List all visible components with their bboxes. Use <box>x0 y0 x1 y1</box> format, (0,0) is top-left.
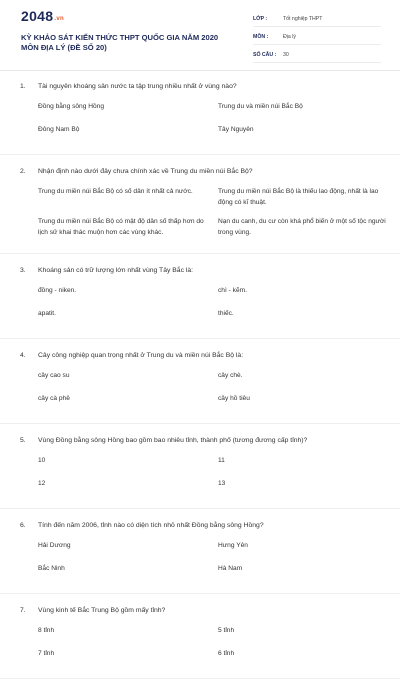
meta-row-count <box>253 47 381 63</box>
logo-suffix: .vn <box>54 16 64 22</box>
answer-option[interactable]: cây cà phê <box>38 395 70 402</box>
question-number: 7. <box>20 607 26 614</box>
question-item <box>0 339 400 424</box>
question-number: 1. <box>20 83 26 90</box>
answer-option[interactable]: cây cao su <box>38 372 70 379</box>
question-number: 4. <box>20 352 26 359</box>
question-item <box>0 594 400 679</box>
question-number: 3. <box>20 267 26 274</box>
answer-option[interactable]: Bắc Ninh <box>38 565 65 572</box>
answer-option[interactable]: Hưng Yên <box>218 542 248 549</box>
answer-options <box>20 187 386 247</box>
answer-options <box>20 371 380 417</box>
question-item <box>0 155 400 254</box>
question-text: Cây công nghiệp quan trọng nhất ở Trung du và miền núi Bắc Bộ là: <box>38 352 244 359</box>
answer-option[interactable]: 10 <box>38 457 46 464</box>
meta-value: Địa lý <box>283 33 296 40</box>
meta-label: LỚP : <box>253 15 268 22</box>
page-header <box>0 0 400 71</box>
answer-option[interactable]: thiếc. <box>218 310 234 317</box>
question-item <box>0 254 400 339</box>
question-item <box>0 70 400 155</box>
question-list <box>0 70 400 679</box>
answer-option[interactable]: 8 tỉnh <box>38 627 55 634</box>
meta-label: MÔN : <box>253 33 269 40</box>
answer-options <box>20 286 380 332</box>
answer-option[interactable]: Tây Nguyên <box>218 126 254 133</box>
exam-title-line-1: KỲ KHẢO SÁT KIẾN THỨC THPT QUỐC GIA NĂM 2020 <box>21 33 219 42</box>
meta-value: 30 <box>283 51 289 58</box>
question-text: Tính đến năm 2006, tỉnh nào có diện tích nhỏ nhất Đồng bằng sông Hồng? <box>38 522 264 529</box>
question-number: 5. <box>20 437 26 444</box>
meta-row-subject <box>253 29 381 45</box>
answer-option[interactable]: Trung du miền núi Bắc Bộ là thiếu lao động, nhất là lao động có kĩ thuật. <box>218 188 379 206</box>
question-item <box>0 424 400 509</box>
answer-option[interactable]: đồng - niken. <box>38 287 77 294</box>
answer-option[interactable]: Trung du và miền núi Bắc Bộ <box>218 103 303 110</box>
meta-value: Tốt nghiệp THPT <box>283 15 323 22</box>
question-number: 2. <box>20 168 26 175</box>
question-number: 6. <box>20 522 26 529</box>
answer-option[interactable]: cây hồ tiêu <box>218 395 250 402</box>
answer-option[interactable]: 13 <box>218 480 226 487</box>
logo-text: 2048 <box>21 8 54 24</box>
site-logo[interactable] <box>21 8 64 24</box>
question-text: Nhận định nào dưới đây chưa chính xác về Trung du miền núi Bắc Bộ? <box>38 168 253 175</box>
exam-title <box>21 33 241 53</box>
question-text: Khoáng sản có trữ lượng lớn nhất vùng Tây Bắc là: <box>38 267 194 274</box>
question-item <box>0 509 400 594</box>
answer-option[interactable]: Trung du miền núi Bắc Bộ có số dân ít nhất cả nước. <box>38 188 193 195</box>
question-text: Vùng kinh tế Bắc Trung Bộ gồm mấy tỉnh? <box>38 607 166 614</box>
answer-option[interactable]: Đồng bằng sông Hồng <box>38 103 104 110</box>
answer-options <box>20 626 380 672</box>
meta-row-class <box>253 11 381 27</box>
answer-option[interactable]: 6 tỉnh <box>218 650 235 657</box>
exam-meta <box>253 11 381 65</box>
answer-option[interactable]: Hải Dương <box>38 542 71 549</box>
answer-option[interactable]: Trung du miền núi Bắc Bộ có mật độ dân số thấp hơn do lịch sử khai thác muộn hơn các vùng khác. <box>38 218 204 236</box>
answer-options <box>20 541 380 587</box>
answer-option[interactable]: Đông Nam Bộ <box>38 126 80 133</box>
answer-option[interactable]: Hà Nam <box>218 565 243 572</box>
answer-option[interactable]: Nạn du canh, du cư còn khá phổ biến ở một số tộc người trong vùng. <box>218 218 386 236</box>
answer-options <box>20 456 380 502</box>
answer-option[interactable]: cây chè. <box>218 372 243 379</box>
question-text: Vùng Đồng bằng sông Hồng bao gồm bao nhiêu tỉnh, thành phố (tương đương cấp tỉnh)? <box>38 437 308 444</box>
answer-option[interactable]: 5 tỉnh <box>218 627 235 634</box>
answer-options <box>20 102 380 148</box>
meta-label: SỐ CÂU : <box>253 51 277 58</box>
answer-option[interactable]: 12 <box>38 480 46 487</box>
exam-title-line-2: MÔN ĐỊA LÝ (ĐỀ SỐ 20) <box>21 43 107 52</box>
answer-option[interactable]: apatit. <box>38 310 56 317</box>
answer-option[interactable]: 11 <box>218 457 225 464</box>
question-text: Tài nguyên khoáng sản nước ta tập trung nhiều nhất ở vùng nào? <box>38 83 237 90</box>
answer-option[interactable]: 7 tỉnh <box>38 650 55 657</box>
answer-option[interactable]: chì - kẽm. <box>218 287 247 294</box>
